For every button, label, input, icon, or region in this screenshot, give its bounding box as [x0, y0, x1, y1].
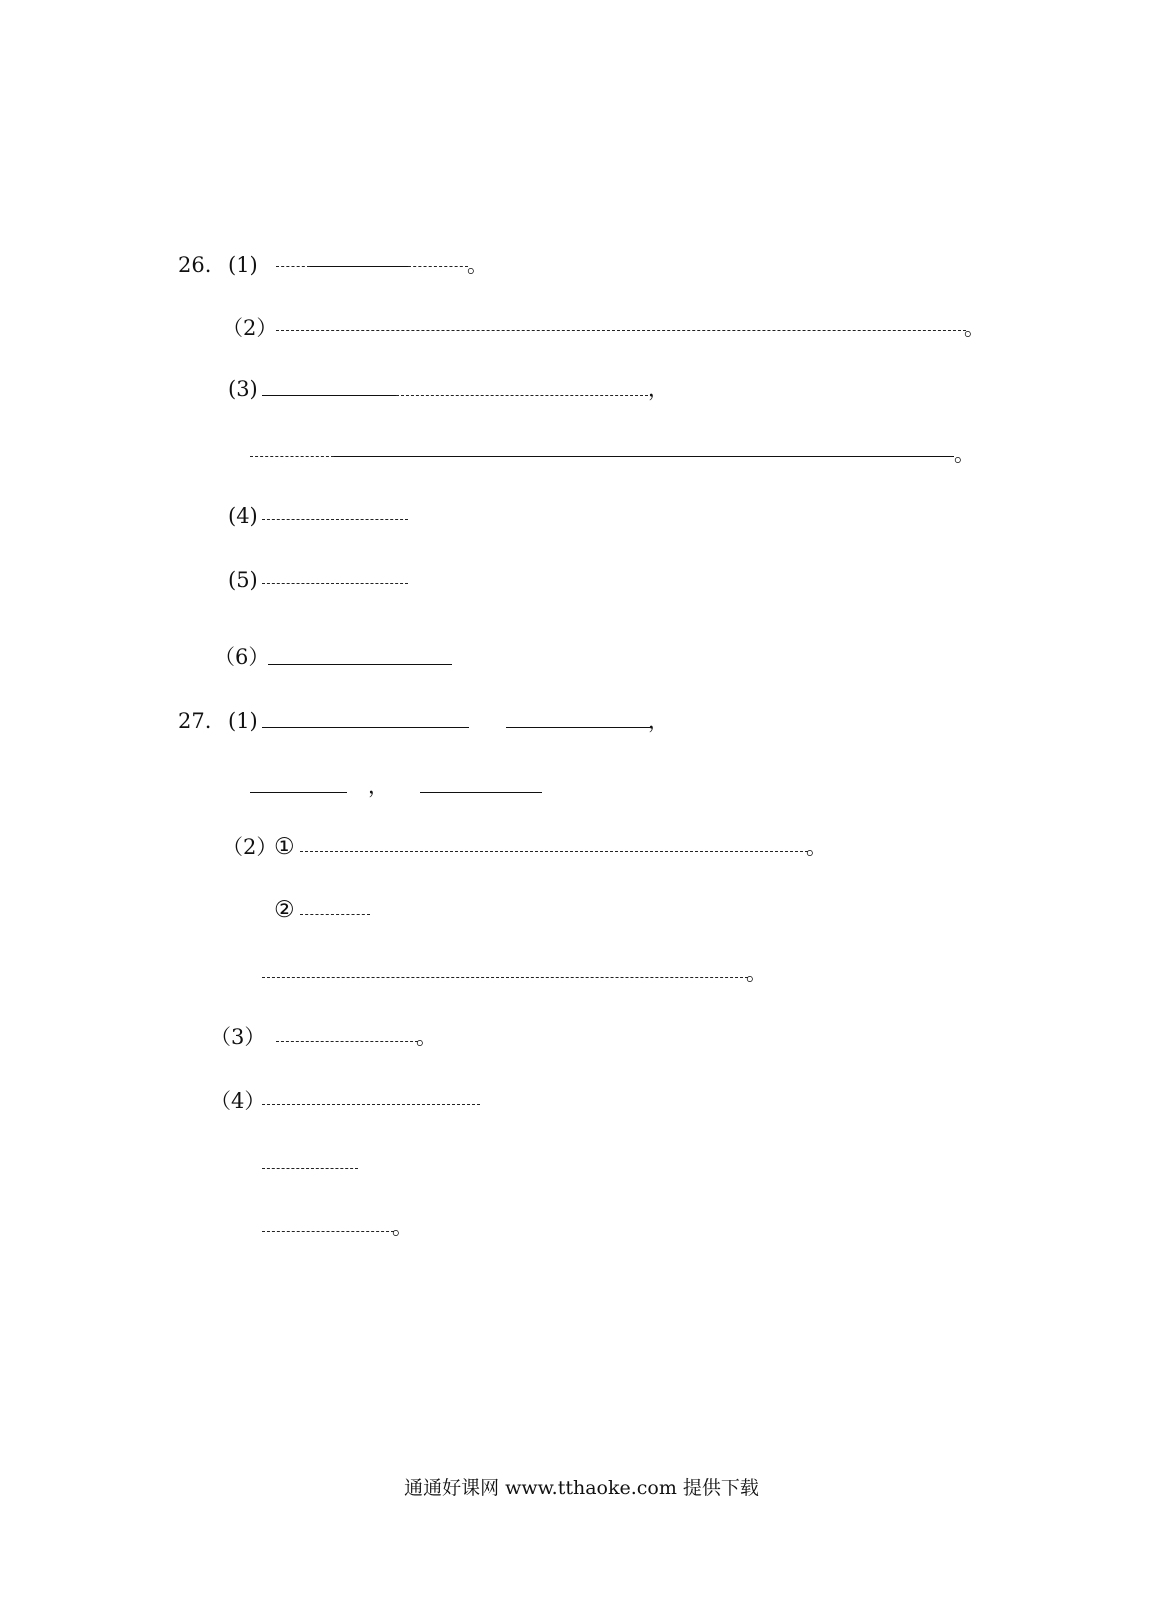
q27-part3-end: 。 [416, 1025, 437, 1049]
q27-part1-blank-a[interactable] [262, 727, 469, 728]
q26-part2-blank[interactable] [276, 330, 966, 331]
q27-part4-blank-a[interactable] [262, 1104, 480, 1105]
q27-part2-end1: 。 [806, 835, 827, 859]
q27-part2-label: （2） [222, 835, 278, 859]
q27-part4-label: （4） [210, 1089, 266, 1113]
q26-part2-end: 。 [964, 316, 985, 340]
q27-part2-circle1: ① [274, 834, 295, 860]
q26-part1-blank-c[interactable] [408, 266, 468, 267]
q26-number: 26. [178, 253, 212, 277]
q27-part4-end: 。 [392, 1215, 413, 1239]
q26-part1-label: (1) [228, 253, 258, 277]
q26-part1-blank-a[interactable] [276, 266, 310, 267]
q26-part2-label: （2） [222, 316, 278, 340]
q26-part4-label: (4) [228, 504, 258, 528]
q26-part4-blank[interactable] [262, 519, 408, 520]
q27-part1-comma2: ， [368, 774, 389, 798]
q26-part3-blank-b[interactable] [396, 395, 648, 396]
q26-part3-label: (3) [228, 377, 258, 401]
q26-part3-comma: ， [648, 377, 669, 401]
q27-part1-blank-d[interactable] [420, 792, 542, 793]
q26-part3-blank-d[interactable] [334, 456, 954, 457]
q27-part4-blank-c[interactable] [262, 1231, 394, 1232]
q27-part3-blank[interactable] [276, 1041, 418, 1042]
q27-part3-label: （3） [210, 1025, 266, 1049]
q27-part2-blank-2a[interactable] [300, 914, 370, 915]
q26-part6-label: （6） [214, 645, 270, 669]
q27-part1-comma: ， [648, 709, 669, 733]
q26-part5-blank[interactable] [262, 583, 408, 584]
q26-part5-label: (5) [228, 568, 258, 592]
q27-part1-blank-c[interactable] [250, 792, 347, 793]
q26-part3-end: 。 [954, 442, 975, 466]
q27-part4-blank-b[interactable] [262, 1168, 358, 1169]
q26-part1-blank-b[interactable] [310, 266, 408, 267]
q26-part3-blank-a[interactable] [262, 395, 396, 396]
footer-download-note: 通通好课网 www.tthaoke.com 提供下载 [404, 1477, 759, 1499]
q27-part2-blank-2b[interactable] [262, 977, 748, 978]
q27-part2-blank-1[interactable] [300, 851, 808, 852]
q26-part1-end: 。 [467, 253, 488, 277]
q27-part2-end2: 。 [746, 961, 767, 985]
q26-part6-blank[interactable] [268, 664, 452, 665]
q27-part2-circle2: ② [274, 897, 295, 923]
q26-part3-blank-c[interactable] [250, 456, 334, 457]
q27-part1-label: (1) [228, 709, 258, 733]
q27-number: 27. [178, 709, 212, 733]
q27-part1-blank-b[interactable] [506, 727, 650, 728]
